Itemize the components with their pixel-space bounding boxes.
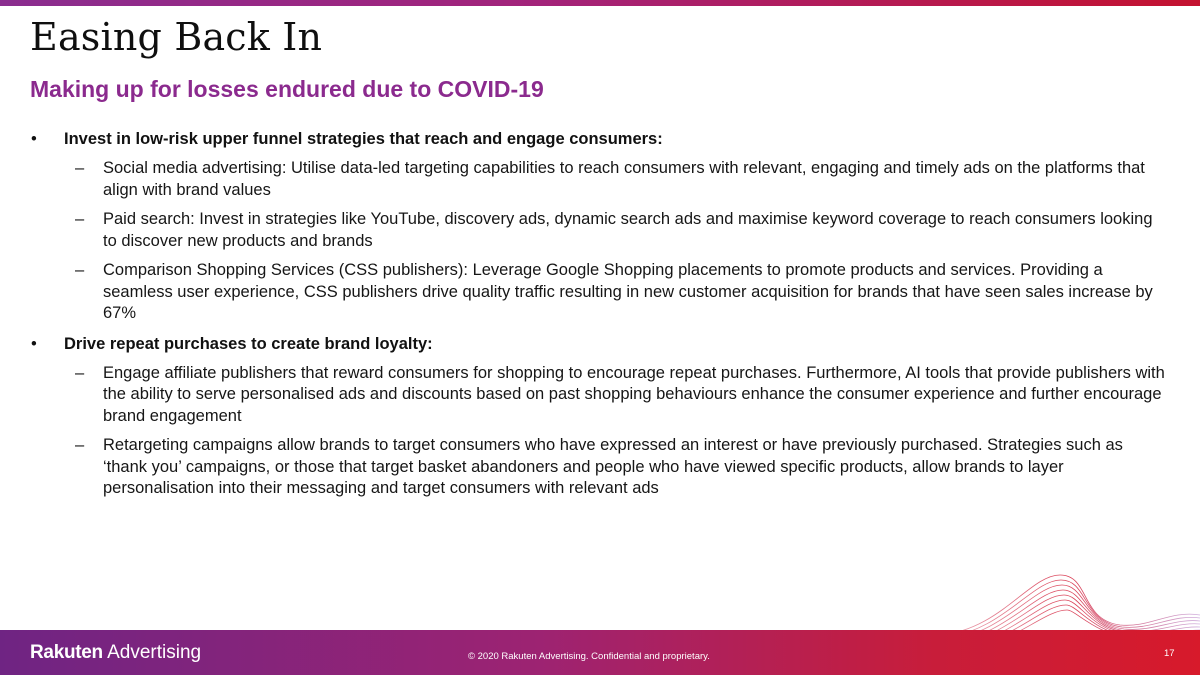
sub-bullet-text: Paid search: Invest in strategies like YouTube, discovery ads, dynamic search ads and maximise keyword coverage to reach consumers looking to discover new products and brands [103,210,1153,250]
logo-wordmark-bold: Rakuten [30,642,103,663]
slide-subtitle: Making up for losses endured due to COVID-19 [30,76,544,102]
dash-icon: – [75,363,85,382]
dash-icon: – [75,210,85,228]
slide-title: Easing Back In [30,15,323,59]
bullet-point-1 [0,128,1200,150]
sub-bullet [0,260,1200,325]
page-number: 17 [1164,648,1175,659]
dash-icon: – [75,436,85,454]
logo-wordmark-light: Advertising [102,642,202,663]
sub-bullet [0,158,1200,201]
bullet-point-2 [0,333,1200,355]
dash-icon: – [75,261,85,279]
sub-bullet [0,363,1200,428]
slide-content [0,124,1200,508]
sub-bullet-text: Retargeting campaigns allow brands to target consumers who have expressed an interest or have previously purchased. Strategies such as ‘thank you’ campaigns, or those that target basket abandoners and people who have viewed specific products, allow brands to layer personalisation into their messaging and target consumers with relevant ads [103,436,1123,497]
dash-icon: – [75,159,85,177]
bullet-heading: Drive repeat purchases to create brand loyalty: [64,334,433,353]
sub-bullet [0,209,1200,252]
footer-copyright: © 2020 Rakuten Advertising. Confidential and proprietary. [468,651,710,662]
sub-bullet-text: Engage affiliate publishers that reward consumers for shopping to encourage repeat purchases. Furthermore, AI tools that provide publishers with the ability to serve personalised ads and discounts based on past shopping behaviours enhance the consumer experience and further encourage brand engagement [103,363,1165,425]
bullet-icon: • [31,130,37,148]
rakuten-advertising-logo [30,642,201,664]
sub-bullet-text: Comparison Shopping Services (CSS publishers): Leverage Google Shopping placements to promote products and services. Providing a seamless user experience, CSS publishers drive quality traffic resulting in new customer acquisition for brands that have seen sales increase by 67% [103,261,1153,322]
sub-bullet-text: Social media advertising: Utilise data-led targeting capabilities to reach consumers with relevant, engaging and timely ads on the platforms that align with brand values [103,159,1145,199]
sub-bullet [0,435,1200,500]
bullet-heading: Invest in low-risk upper funnel strategies that reach and engage consumers: [64,130,663,148]
bullet-icon: • [31,334,37,353]
top-accent-bar [0,0,1200,6]
